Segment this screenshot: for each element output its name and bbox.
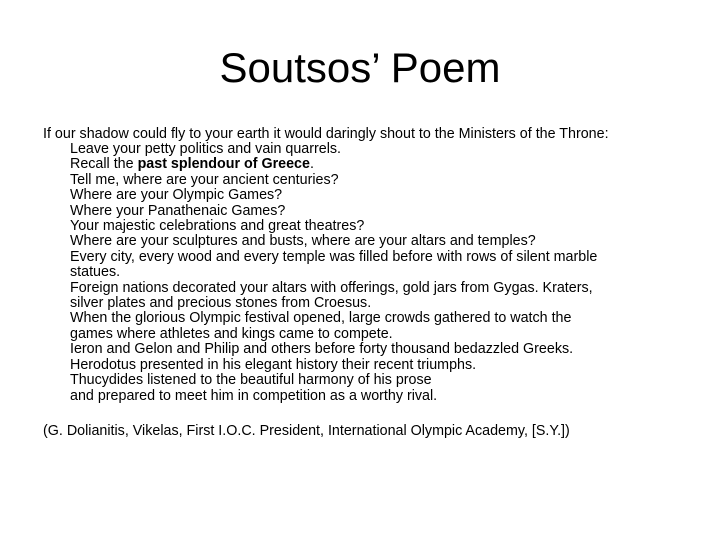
- verse-line: Every city, every wood and every temple was filled before with rows of silent marble: [70, 248, 598, 265]
- verse-line: Ieron and Gelon and Philip and others before forty thousand bedazzled Greeks.: [70, 341, 574, 358]
- slide-title: Soutsos’ Poem: [219, 44, 501, 91]
- citation: (G. Dolianitis, Vikelas, First I.O.C. President, International Olympic Academy, [S.Y.]): [43, 423, 570, 439]
- verse-line: Where are your Olympic Games?: [70, 187, 283, 204]
- verse-emphasis: past splendour of Greece: [137, 156, 310, 173]
- verse-line: Where are your sculptures and busts, where are your altars and temples?: [70, 233, 536, 250]
- verse-line: Herodotus presented in his elegant history their recent triumphs.: [70, 356, 477, 373]
- verse-line: Foreign nations decorated your altars with offerings, gold jars from Gygas. Kraters,: [70, 279, 593, 296]
- verse-line: Thucydides listened to the beautiful harmony of his prose: [70, 372, 432, 389]
- poem-intro: If our shadow could fly to your earth it would daringly shout to the Ministers of the Throne:: [43, 126, 609, 142]
- verse-line: Where your Panathenaic Games?: [70, 202, 286, 219]
- verse-line: games where athletes and kings came to compete.: [70, 325, 393, 342]
- verse-text: .: [309, 156, 314, 173]
- verse-text: Recall the: [70, 156, 138, 173]
- verse-line: Tell me, where are your ancient centuries?: [70, 171, 339, 188]
- verse-line: Leave your petty politics and vain quarrels.: [70, 141, 341, 157]
- verse-line: [70, 157, 690, 172]
- poem-verses: [70, 142, 690, 404]
- verse-line: and prepared to meet him in competition as a worthy rival.: [70, 387, 438, 404]
- verse-line: statues.: [70, 264, 121, 281]
- verse-line: silver plates and precious stones from Croesus.: [70, 295, 372, 312]
- verse-line: Your majestic celebrations and great theatres?: [70, 218, 365, 235]
- verse-line: When the glorious Olympic festival opened, large crowds gathered to watch the: [70, 310, 572, 327]
